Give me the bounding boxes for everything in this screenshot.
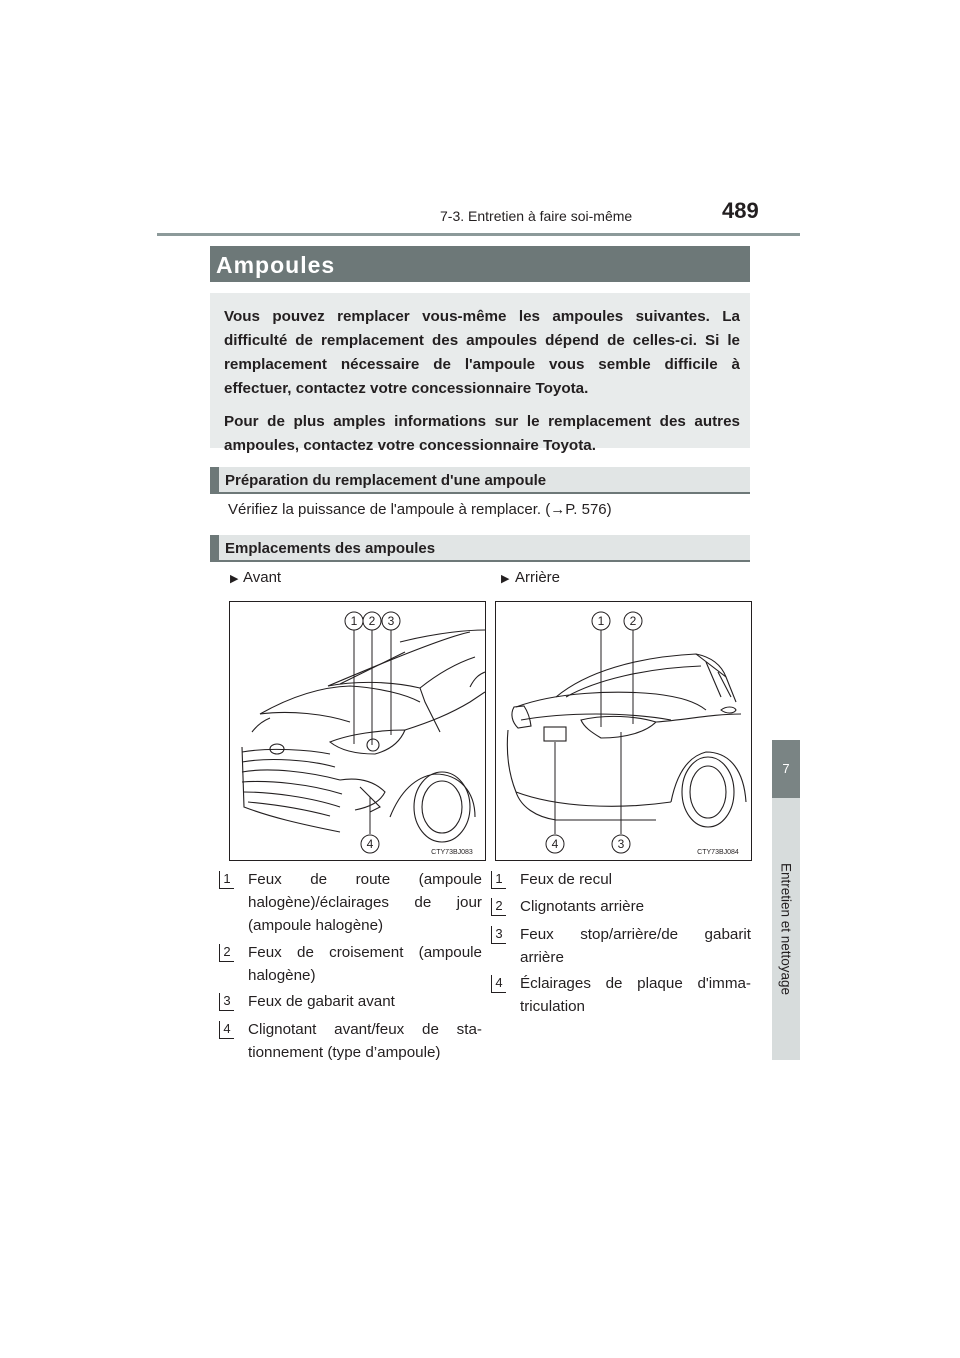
item-text: Feux de recul: [520, 871, 613, 888]
item-text: Éclairages de plaque d'imma-triculation: [520, 975, 751, 1015]
item-number: 1: [219, 871, 234, 889]
section-heading-accent: [210, 535, 219, 562]
section-heading-locations: Emplacements des ampoules: [225, 540, 436, 557]
intro-paragraph-1: Vous pouvez remplacer vous-même les ampoules suivantes. La difficulté de remplacement des ampoules dépend de celles-ci. Si le remplacement nécessaire de l'ampoule vous semble difficile à effectuer, contactez votre concessionnaire Toyota.: [224, 308, 740, 397]
item-number: 2: [491, 898, 506, 916]
page-title: Ampoules: [216, 252, 336, 278]
callout-label: 3: [617, 837, 625, 851]
intro-paragraph-2: Pour de plus amples informations sur le remplacement des autres ampoules, contactez votre concessionnaire Toyota.: [224, 413, 740, 454]
item-text: Clignotants arrière: [520, 898, 645, 915]
item-number: 3: [219, 993, 234, 1011]
figure-code: CTY73BJ084: [697, 849, 739, 856]
figure-code: CTY73BJ083: [431, 849, 473, 856]
callout-label: 4: [551, 837, 559, 851]
item-number: 3: [491, 926, 506, 944]
callout-label: 2: [629, 614, 637, 628]
front-label: Avant: [243, 569, 282, 586]
item-text: Feux de route (ampoule halogène)/éclairages de jour (ampoule halogène): [248, 871, 482, 934]
callout-label: 3: [387, 614, 395, 628]
rear-car-illustration: [495, 601, 752, 861]
preparation-text: Vérifiez la puissance de l'ampoule à remplacer. (→P. 576): [228, 501, 612, 518]
section-heading-accent: [210, 467, 219, 494]
intro-text: [224, 305, 740, 467]
running-head: 7-3. Entretien à faire soi-même: [440, 208, 633, 224]
item-number: 4: [219, 1021, 234, 1039]
front-car-illustration: [229, 601, 486, 861]
item-number: 2: [219, 944, 234, 962]
section-heading-preparation: Préparation du remplacement d'une ampoule: [225, 472, 547, 489]
chapter-label: Entretien et nettoyage: [778, 862, 794, 996]
chapter-tab: 7: [772, 740, 800, 798]
bullet-triangle-icon: ▶: [501, 573, 510, 585]
callout-label: 2: [368, 614, 376, 628]
rear-label: Arrière: [515, 569, 561, 586]
item-text: Feux stop/arrière/de gabarit arrière: [520, 926, 751, 966]
front-car-drawing: [230, 602, 485, 860]
item-number: 1: [491, 871, 506, 889]
rear-car-drawing: [496, 602, 751, 860]
item-text: Feux de gabarit avant: [248, 993, 395, 1010]
item-number: 4: [491, 975, 506, 993]
header-rule: [157, 233, 800, 236]
bullet-triangle-icon: ▶: [230, 573, 239, 585]
callout-label: 1: [350, 614, 358, 628]
callout-label: 4: [366, 837, 374, 851]
callout-label: 1: [597, 614, 605, 628]
page-number: 489: [722, 198, 759, 223]
item-text: Clignotant avant/feux de sta-tionnement (type d’ampoule): [248, 1021, 482, 1061]
item-text: Feux de croisement (ampoule halogène): [248, 944, 482, 984]
